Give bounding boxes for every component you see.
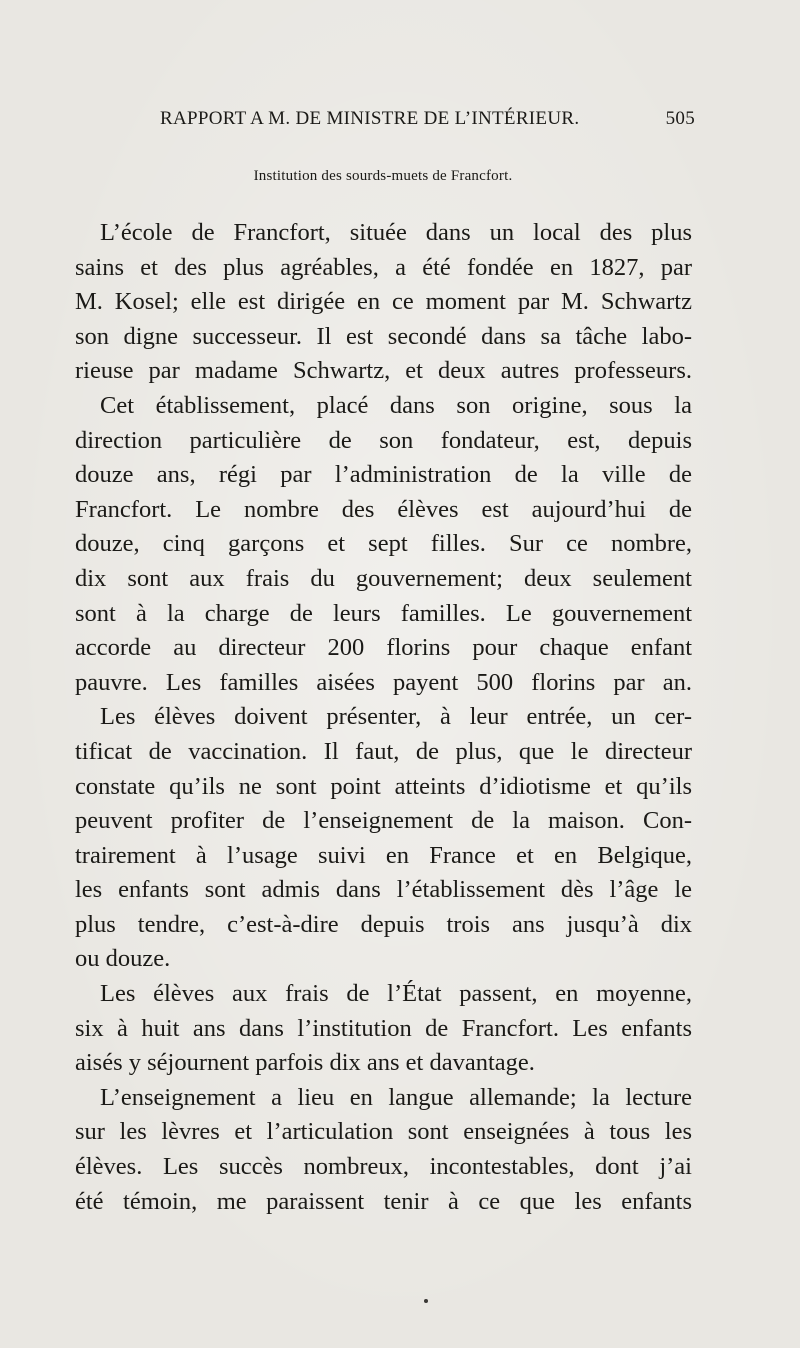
- text-line: Les élèves aux frais de l’État passent, en moyenne,: [100, 980, 692, 1008]
- text-line: L’école de Francfort, située dans un local des plus: [100, 219, 692, 246]
- text-line: dix sont aux frais du gouvernement; deux seulement: [75, 564, 692, 592]
- text-line: tificat de vaccination. Il faut, de plus, que le directeur: [75, 737, 692, 765]
- text-line: pauvre. Les familles aisées payent 500 florins par an.: [75, 668, 692, 696]
- text-line: son digne successeur. Il est secondé dans sa tâche labo-: [75, 322, 692, 350]
- text-line: été témoin, me paraissent tenir à ce que les enfants: [75, 1187, 692, 1215]
- section-heading-text: Institution des sourds-muets de Francfort.: [253, 168, 513, 184]
- text-line: peuvent profiter de l’enseignement de la maison. Con-: [75, 807, 692, 835]
- text-line: M. Kosel; elle est dirigée en ce moment par M. Schwartz: [75, 288, 692, 316]
- text-line: accorde au directeur 200 florins pour chaque enfant: [75, 634, 692, 662]
- section-heading: [0, 168, 800, 185]
- text-line: élèves. Les succès nombreux, incontestables, dont j’ai: [75, 1153, 692, 1181]
- text-line: ou douze.: [75, 945, 171, 973]
- text-line: trairement à l’usage suivi en France et en Belgique,: [75, 841, 692, 869]
- text-line: constate qu’ils ne sont point atteints d’idiotisme et qu’ils: [75, 772, 692, 800]
- text-line: direction particulière de son fondateur, est, depuis: [75, 426, 692, 454]
- text-line: douze ans, régi par l’administration de la ville de: [75, 461, 692, 489]
- text-line: sur les lèvres et l’articulation sont enseignées à tous les: [75, 1118, 692, 1146]
- text-line: douze, cinq garçons et sept filles. Sur ce nombre,: [75, 530, 692, 558]
- text-line: rieuse par madame Schwartz, et deux autres professeurs.: [75, 357, 692, 385]
- running-head: [160, 108, 695, 138]
- print-speck: [424, 1299, 428, 1303]
- page-number: 505: [665, 108, 695, 129]
- text-line: six à huit ans dans l’institution de Francfort. Les enfants: [75, 1014, 692, 1042]
- text-line: sont à la charge de leurs familles. Le gouvernement: [75, 599, 692, 627]
- text-line: Les élèves doivent présenter, à leur entrée, un cer-: [100, 703, 692, 731]
- body-text: [75, 216, 692, 1219]
- text-line: L’enseignement a lieu en langue allemande; la lecture: [100, 1083, 692, 1111]
- text-line: les enfants sont admis dans l’établissement dès l’âge le: [75, 876, 692, 904]
- text-line: sains et des plus agréables, a été fondée en 1827, par: [75, 253, 692, 281]
- running-title: RAPPORT A M. DE MINISTRE DE L’INTÉRIEUR.: [160, 108, 580, 129]
- text-line: plus tendre, c’est-à-dire depuis trois ans jusqu’à dix: [75, 910, 692, 938]
- text-line: Cet établissement, placé dans son origine, sous la: [100, 391, 692, 419]
- text-line: aisés y séjournent parfois dix ans et davantage.: [75, 1049, 535, 1077]
- text-line: Francfort. Le nombre des élèves est aujourd’hui de: [75, 495, 692, 523]
